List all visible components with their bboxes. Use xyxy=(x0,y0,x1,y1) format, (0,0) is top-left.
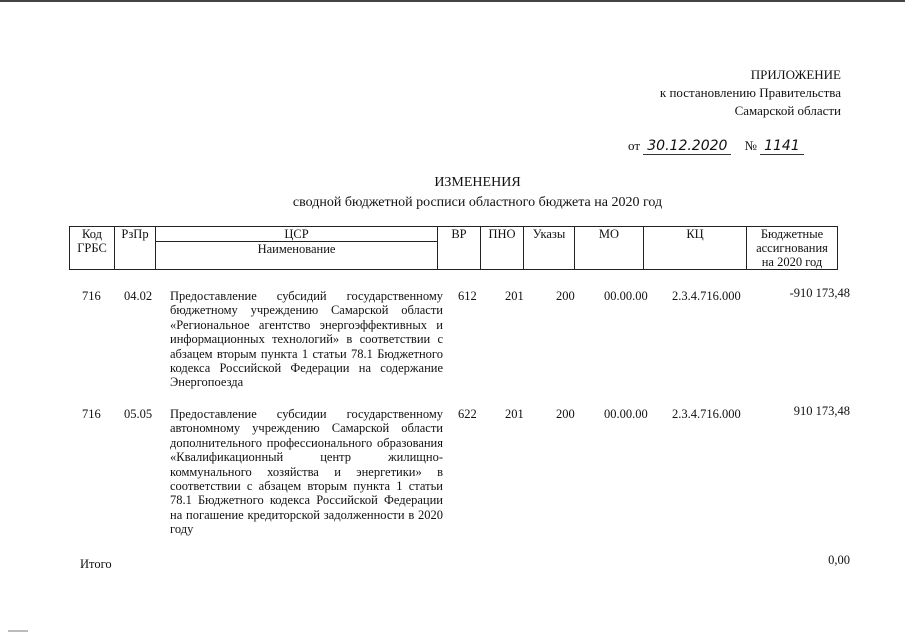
resolution-date-number xyxy=(628,138,804,155)
row1-sum: -910 173,48 xyxy=(789,286,850,300)
row2-mo: 00.00.00 xyxy=(604,407,648,421)
row1-kc: 2.3.4.716.000 xyxy=(672,289,741,303)
header-name: Наименование xyxy=(156,242,438,270)
appendix-block xyxy=(660,66,841,120)
row1-pno: 201 xyxy=(505,289,524,303)
header-rzpr: РзПр xyxy=(115,227,156,270)
number-value: 1141 xyxy=(760,138,804,155)
row2-kod: 716 xyxy=(82,407,101,421)
row2-vr: 622 xyxy=(458,407,477,421)
appendix-line-3: Самарской области xyxy=(734,103,841,118)
date-prefix: от xyxy=(628,138,641,153)
row2-name: Предоставление субсидии государственному автономному учреждению Самарской области дополнительного профессионального образования «Квалификационный центр жилищно-коммунального хозяйства и энергетики» в соответствии с абзацем вторым пункта 1 статьи 78.1 Бюджетного кодекса Российской Федерации на погашение кредиторской задолженности в 2020 году xyxy=(170,407,443,537)
scan-artifact xyxy=(8,630,28,632)
date-value: 30.12.2020 xyxy=(643,138,731,155)
row1-vr: 612 xyxy=(458,289,477,303)
header-kc: КЦ xyxy=(644,227,747,270)
header-mo: МО xyxy=(575,227,644,270)
appendix-title: ПРИЛОЖЕНИЕ xyxy=(750,67,841,82)
total-label: Итого xyxy=(80,557,112,571)
header-vr: ВР xyxy=(438,227,481,270)
page-top-border xyxy=(0,0,905,2)
appendix-line-2: к постановлению Правительства xyxy=(659,85,841,100)
row1-ukazy: 200 xyxy=(556,289,575,303)
header-ukazy: Указы xyxy=(524,227,575,270)
row1-name: Предоставление субсидий государственному бюджетному учреждению Самарской области «Региональное агентство энергоэффективных и информационных технологий» в соответствии с абзацем вторым пункта 1 статьи 78.1 Бюджетного кодекса Российской Федерации на содержание Энергопоезда xyxy=(170,289,443,390)
row2-sum: 910 173,48 xyxy=(793,404,850,418)
row2-ukazy: 200 xyxy=(556,407,575,421)
row2-rzpr: 05.05 xyxy=(124,407,153,421)
header-kod: Код ГРБС xyxy=(70,227,115,270)
header-csr: ЦСР xyxy=(156,227,438,242)
row1-kod: 716 xyxy=(82,289,101,303)
document-title xyxy=(0,173,905,213)
total-value: 0,00 xyxy=(828,553,850,567)
title-main: ИЗМЕНЕНИЯ xyxy=(434,175,521,190)
row1-mo: 00.00.00 xyxy=(604,289,648,303)
table-header xyxy=(69,226,838,270)
number-prefix: № xyxy=(744,138,757,153)
row2-kc: 2.3.4.716.000 xyxy=(672,407,741,421)
row1-rzpr: 04.02 xyxy=(124,289,153,303)
header-sum: Бюджетные ассигнования на 2020 год xyxy=(747,227,838,270)
title-sub: сводной бюджетной росписи областного бюджета на 2020 год xyxy=(292,195,663,210)
row2-pno: 201 xyxy=(505,407,524,421)
header-pno: ПНО xyxy=(481,227,524,270)
